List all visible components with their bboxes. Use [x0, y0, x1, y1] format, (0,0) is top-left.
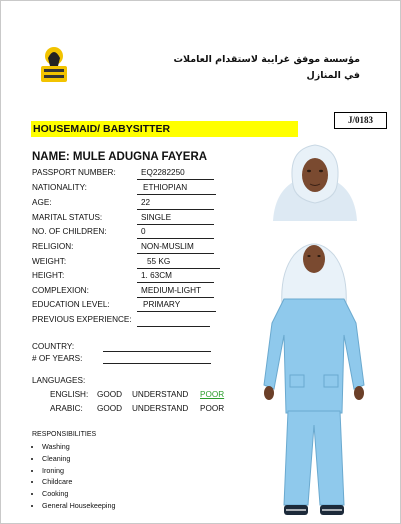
- religion-label: RELIGION:: [32, 242, 74, 251]
- passport-value: EQ2282250: [137, 167, 214, 180]
- country-line: [103, 351, 211, 352]
- name-label: NAME: [32, 151, 66, 163]
- english-understand: UNDERSTAND: [132, 390, 189, 399]
- list-item: • Cooking: [42, 488, 116, 500]
- arabic-label: ARABIC:: [50, 404, 83, 413]
- education-value: PRIMARY: [137, 299, 216, 312]
- reference-number: J/0183: [334, 112, 387, 129]
- marital-status-value: SINGLE: [137, 212, 214, 225]
- headshot-photo: [265, 137, 365, 221]
- arabic-poor: POOR: [200, 404, 225, 413]
- list-item: • Cleaning: [42, 453, 116, 465]
- housemaid-logo: [38, 44, 70, 84]
- previous-experience-label: PREVIOUS EXPERIENCE:: [32, 315, 132, 324]
- applicant-name: [32, 151, 207, 163]
- agency-name-arabic: [160, 52, 360, 84]
- list-item: • General Housekeeping: [42, 500, 116, 512]
- children-value: 0: [137, 226, 214, 239]
- previous-experience-value: [137, 314, 210, 327]
- weight-value: 55 KG: [137, 256, 220, 269]
- height-value: 1. 63CM: [137, 270, 214, 283]
- responsibilities-title: RESPONSIBILITIES: [32, 431, 97, 438]
- category-banner: HOUSEMAID/ BABYSITTER: [31, 121, 298, 137]
- list-item: • Ironing: [42, 465, 116, 477]
- weight-label: WEIGHT:: [32, 257, 67, 266]
- country-label: COUNTRY:: [32, 342, 75, 351]
- height-label: HEIGHT:: [32, 271, 65, 280]
- full-body-photo: [258, 225, 370, 523]
- education-label: EDUCATION LEVEL:: [32, 300, 110, 309]
- agency-name-line-1: مؤسسة موفق غرايبة لاستقدام العاملات: [173, 54, 360, 65]
- religion-value: NON-MUSLIM: [137, 241, 214, 254]
- marital-status-label: MARITAL STATUS:: [32, 213, 103, 222]
- nationality-label: NATIONALITY:: [32, 183, 87, 192]
- english-label: ENGLISH:: [50, 390, 89, 399]
- children-label: NO. OF CHILDREN:: [32, 227, 107, 236]
- complexion-value: MEDIUM-LIGHT: [137, 285, 214, 298]
- agency-name-line-2: في المنازل: [306, 70, 360, 81]
- years-label: # OF YEARS:: [32, 354, 83, 363]
- arabic-understand: UNDERSTAND: [132, 404, 189, 413]
- passport-label: PASSPORT NUMBER:: [32, 168, 116, 177]
- english-good: GOOD: [97, 390, 123, 399]
- name-value: : MULE ADUGNA FAYERA: [65, 151, 208, 163]
- age-label: AGE:: [32, 198, 52, 207]
- languages-title: LANGUAGES:: [32, 376, 86, 385]
- years-line: [103, 363, 211, 364]
- arabic-good: GOOD: [97, 404, 123, 413]
- age-value: 22: [137, 197, 214, 210]
- complexion-label: COMPLEXION:: [32, 286, 89, 295]
- responsibilities-list: [26, 441, 116, 512]
- list-item: • Childcare: [42, 476, 116, 488]
- list-item: • Washing: [42, 441, 116, 453]
- nationality-value: ETHIOPIAN: [137, 182, 216, 195]
- english-poor-selected: POOR: [200, 390, 225, 399]
